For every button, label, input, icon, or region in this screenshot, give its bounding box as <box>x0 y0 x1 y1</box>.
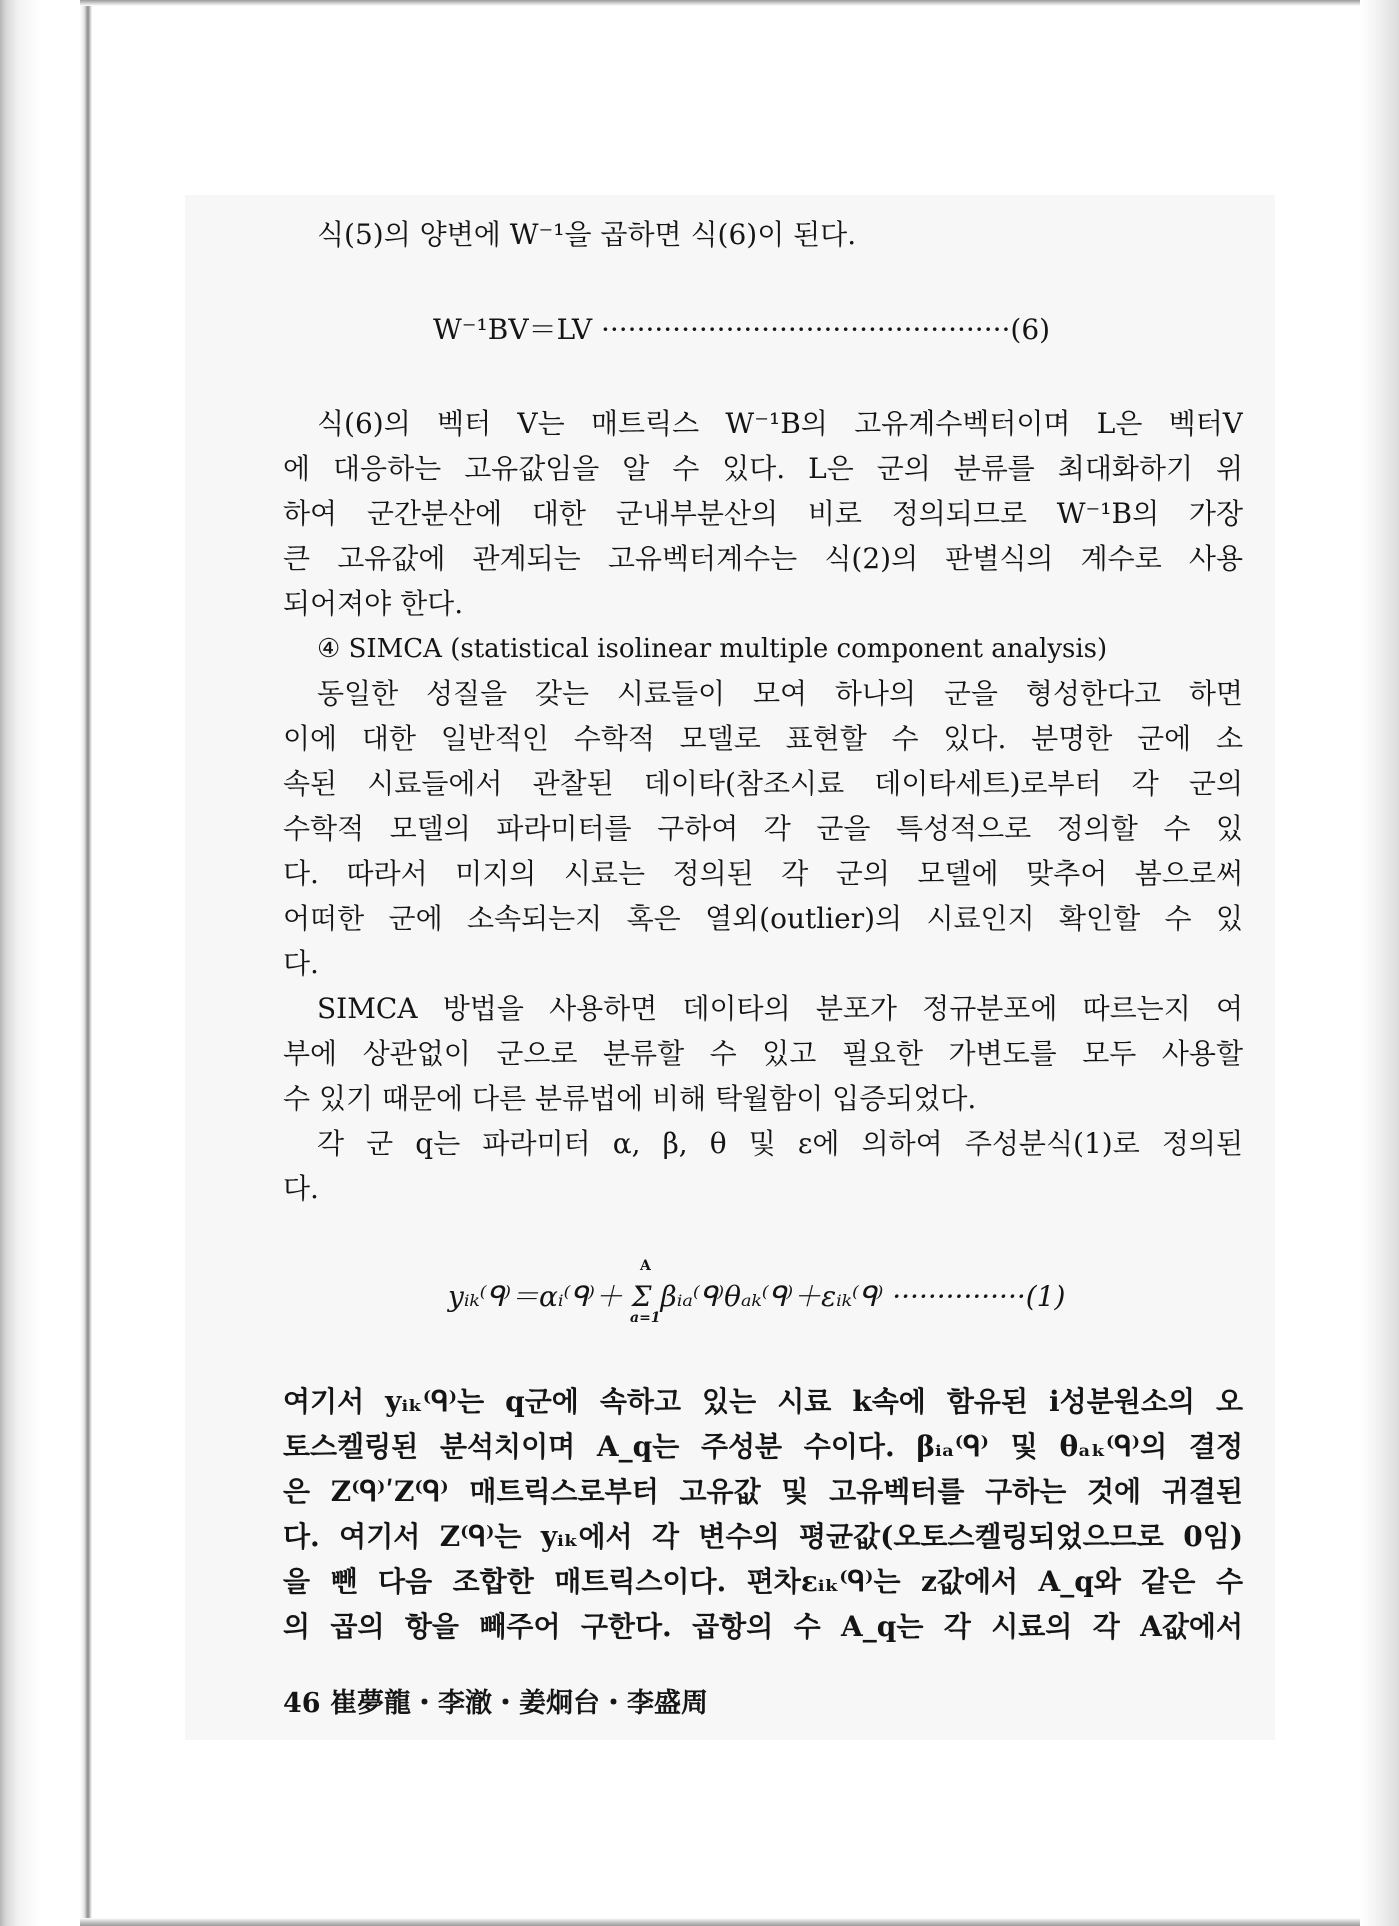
text-line: 식(5)의 양변에 W⁻¹을 곱하면 식(6)이 된다. <box>317 218 857 251</box>
text-line: 속된 시료들에서 관찰된 데이타(참조시료 데이타세트)로부터 각 군의 <box>283 767 1243 800</box>
text-line: 식(6)의 벡터 V는 매트릭스 W⁻¹B의 고유계수벡터이며 L은 벡터V <box>317 407 1243 440</box>
page-bottom-edge <box>80 1918 1399 1926</box>
text-line: SIMCA 방법을 사용하면 데이타의 분포가 정규분포에 따르는지 여 <box>317 992 1243 1025</box>
text-line: 하여 군간분산에 대한 군내부분산의 비로 정의되므로 W⁻¹B의 가장 <box>283 497 1243 530</box>
equation-1-sum-lower-limit: a=1 <box>630 1310 661 1326</box>
text-line: 수 있기 때문에 다른 분류법에 비해 탁월함이 입증되었다. <box>283 1082 977 1115</box>
text-line: 은 Z⁽ᑫ⁾ʹZ⁽ᑫ⁾ 매트릭스로부터 고유값 및 고유벡터를 구하는 것에 귀결된 <box>283 1475 1243 1508</box>
text-line: 동일한 성질을 갖는 시료들이 모여 하나의 군을 형성한다고 하면 <box>317 677 1243 710</box>
text-line: 다. <box>283 1172 319 1205</box>
text-line: 다. <box>283 947 319 980</box>
text-line: 어떠한 군에 소속되는지 혹은 열외(outlier)의 시료인지 확인할 수 있 <box>283 902 1243 935</box>
equation-1-sum-upper-limit: A <box>640 1258 651 1274</box>
text-line: 다. 여기서 Z⁽ᑫ⁾는 yᵢₖ에서 각 변수의 평균값(오토스켈링되었으므로 0임) <box>283 1520 1243 1553</box>
text-line: 을 뺀 다음 조합한 매트릭스이다. 편차εᵢₖ⁽ᑫ⁾는 z값에서 A_q와 같은 수 <box>283 1565 1243 1598</box>
page-right-shadow <box>1360 0 1399 1926</box>
section-heading: ④ SIMCA (statistical isolinear multiple component analysis) <box>317 634 1108 664</box>
text-line: 각 군 q는 파라미터 α, β, θ 및 ε에 의하여 주성분식(1)로 정의된 <box>317 1127 1243 1160</box>
text-line: 큰 고유값에 관계되는 고유벡터계수는 식(2)의 판별식의 계수로 사용 <box>283 542 1243 575</box>
text-line: 수학적 모델의 파라미터를 구하여 각 군을 특성적으로 정의할 수 있 <box>283 812 1243 845</box>
text-line: 되어져야 한다. <box>283 587 464 620</box>
page-top-edge <box>80 0 1399 6</box>
page-binding-shadow <box>0 0 92 1926</box>
equation-1: yᵢₖ⁽ᑫ⁾＝αᵢ⁽ᑫ⁾＋ Σ βᵢₐ⁽ᑫ⁾θₐₖ⁽ᑫ⁾＋εᵢₖ⁽ᑫ⁾ ···············(1) <box>448 1280 1066 1313</box>
equation-6: W⁻¹BV＝LV ··············································(6) <box>433 313 1051 346</box>
text-line: 에 대응하는 고유값임을 알 수 있다. L은 군의 분류를 최대화하기 위 <box>283 452 1243 485</box>
text-line: 다. 따라서 미지의 시료는 정의된 각 군의 모델에 맞추어 봄으로써 <box>283 857 1243 890</box>
page-footer: 46 崔夢龍・李澈・姜炯台・李盛周 <box>283 1688 708 1719</box>
text-line: 이에 대한 일반적인 수학적 모델로 표현할 수 있다. 분명한 군에 소 <box>283 722 1243 755</box>
text-line: 부에 상관없이 군으로 분류할 수 있고 필요한 가변도를 모두 사용할 <box>283 1037 1243 1070</box>
text-line: 여기서 yᵢₖ⁽ᑫ⁾는 q군에 속하고 있는 시료 k속에 함유된 i성분원소의 오 <box>283 1385 1243 1418</box>
text-line: 의 곱의 항을 빼주어 구한다. 곱항의 수 A_q는 각 시료의 각 A값에서 <box>283 1610 1243 1643</box>
text-line: 토스켈링된 분석치이며 A_q는 주성분 수이다. βᵢₐ⁽ᑫ⁾ 및 θₐₖ⁽ᑫ⁾의 결정 <box>283 1430 1243 1463</box>
